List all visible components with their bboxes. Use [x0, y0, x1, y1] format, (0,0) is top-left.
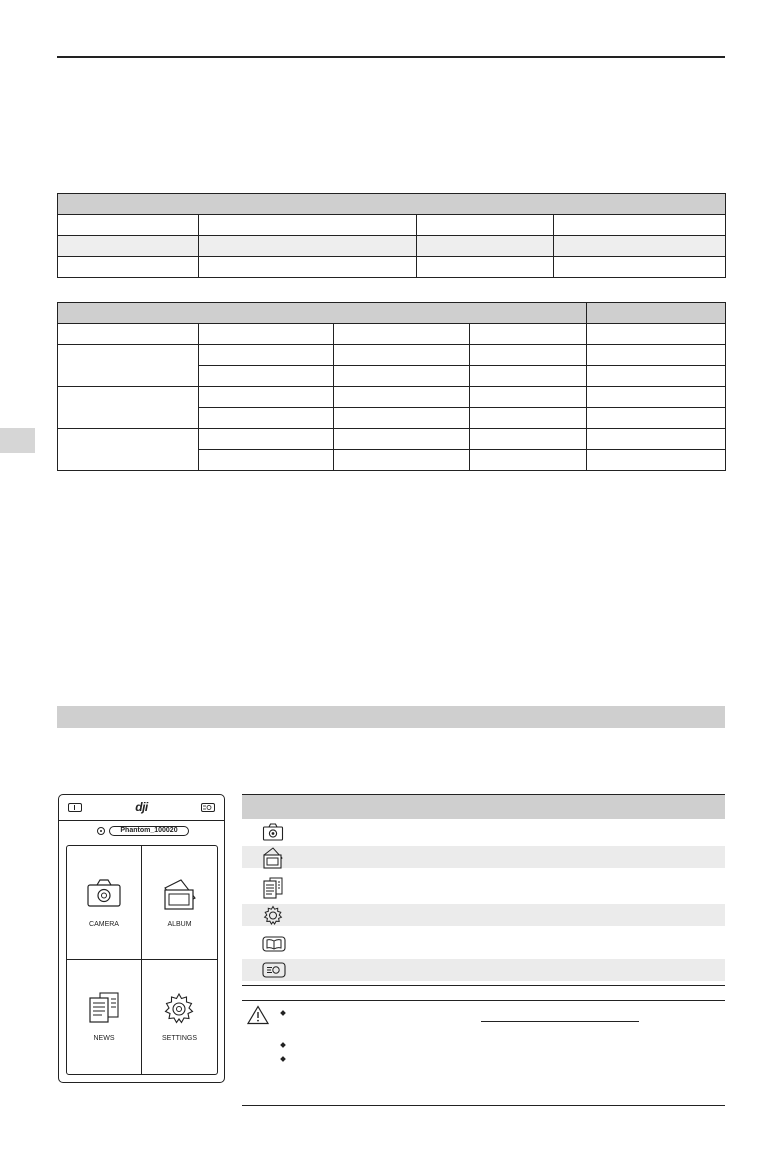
table-row — [58, 215, 726, 236]
notice-bullet — [280, 1010, 286, 1016]
news-icon — [262, 877, 284, 899]
radio-selected-icon[interactable] — [97, 827, 105, 835]
book-icon — [262, 934, 286, 954]
camera-tile[interactable] — [67, 846, 142, 960]
album-tile-label: ALBUM — [167, 921, 192, 928]
notice-underline — [481, 1021, 639, 1022]
spec-table-2 — [57, 302, 726, 471]
device-selector[interactable] — [97, 827, 189, 837]
table-row — [58, 236, 726, 257]
dji-logo: dji — [135, 800, 148, 814]
album-icon — [161, 878, 197, 910]
top-rule — [57, 56, 725, 58]
connection-icon — [262, 960, 286, 980]
side-chapter-tab — [0, 428, 35, 453]
legend-row-connection — [242, 959, 725, 981]
table-header-row — [58, 303, 726, 324]
section-heading-bar — [57, 706, 725, 728]
legend-row-book — [242, 933, 725, 955]
settings-tile-label: SETTINGS — [161, 1035, 197, 1042]
news-tile-label: NEWS — [93, 1035, 115, 1042]
connection-icon[interactable] — [201, 803, 215, 812]
settings-tile[interactable] — [142, 960, 217, 1074]
legend-row-album — [242, 846, 725, 868]
table-row — [58, 324, 726, 345]
spec-table-1 — [57, 193, 726, 278]
notice-bullet — [280, 1042, 286, 1048]
notice-bullet — [280, 1056, 286, 1062]
table-row — [58, 429, 726, 450]
album-tile[interactable] — [142, 846, 217, 960]
table-row — [58, 345, 726, 366]
notice-top-rule — [242, 1000, 725, 1001]
app-tile-grid — [66, 845, 218, 1075]
table-header-row — [58, 194, 726, 215]
icon-legend-header — [242, 794, 725, 819]
app-top-bar — [59, 795, 224, 820]
album-icon — [262, 847, 284, 869]
news-icon — [86, 992, 122, 1024]
app-divider — [59, 820, 224, 821]
settings-gear-icon — [161, 992, 197, 1026]
warning-triangle-icon — [247, 1005, 269, 1025]
app-screen-mockup — [58, 794, 225, 1083]
legend-row-news — [242, 876, 725, 898]
legend-bottom-rule — [242, 985, 725, 986]
table-row — [58, 387, 726, 408]
camera-icon — [262, 822, 284, 842]
camera-icon — [86, 878, 122, 908]
legend-row-camera — [242, 821, 725, 843]
legend-row-settings — [242, 904, 725, 926]
table-row — [58, 257, 726, 278]
device-name: Phantom_100020 — [109, 826, 189, 836]
news-tile[interactable] — [67, 960, 142, 1074]
camera-tile-label: CAMERA — [89, 921, 119, 928]
settings-gear-icon — [262, 905, 284, 927]
notice-bottom-rule — [242, 1105, 725, 1106]
